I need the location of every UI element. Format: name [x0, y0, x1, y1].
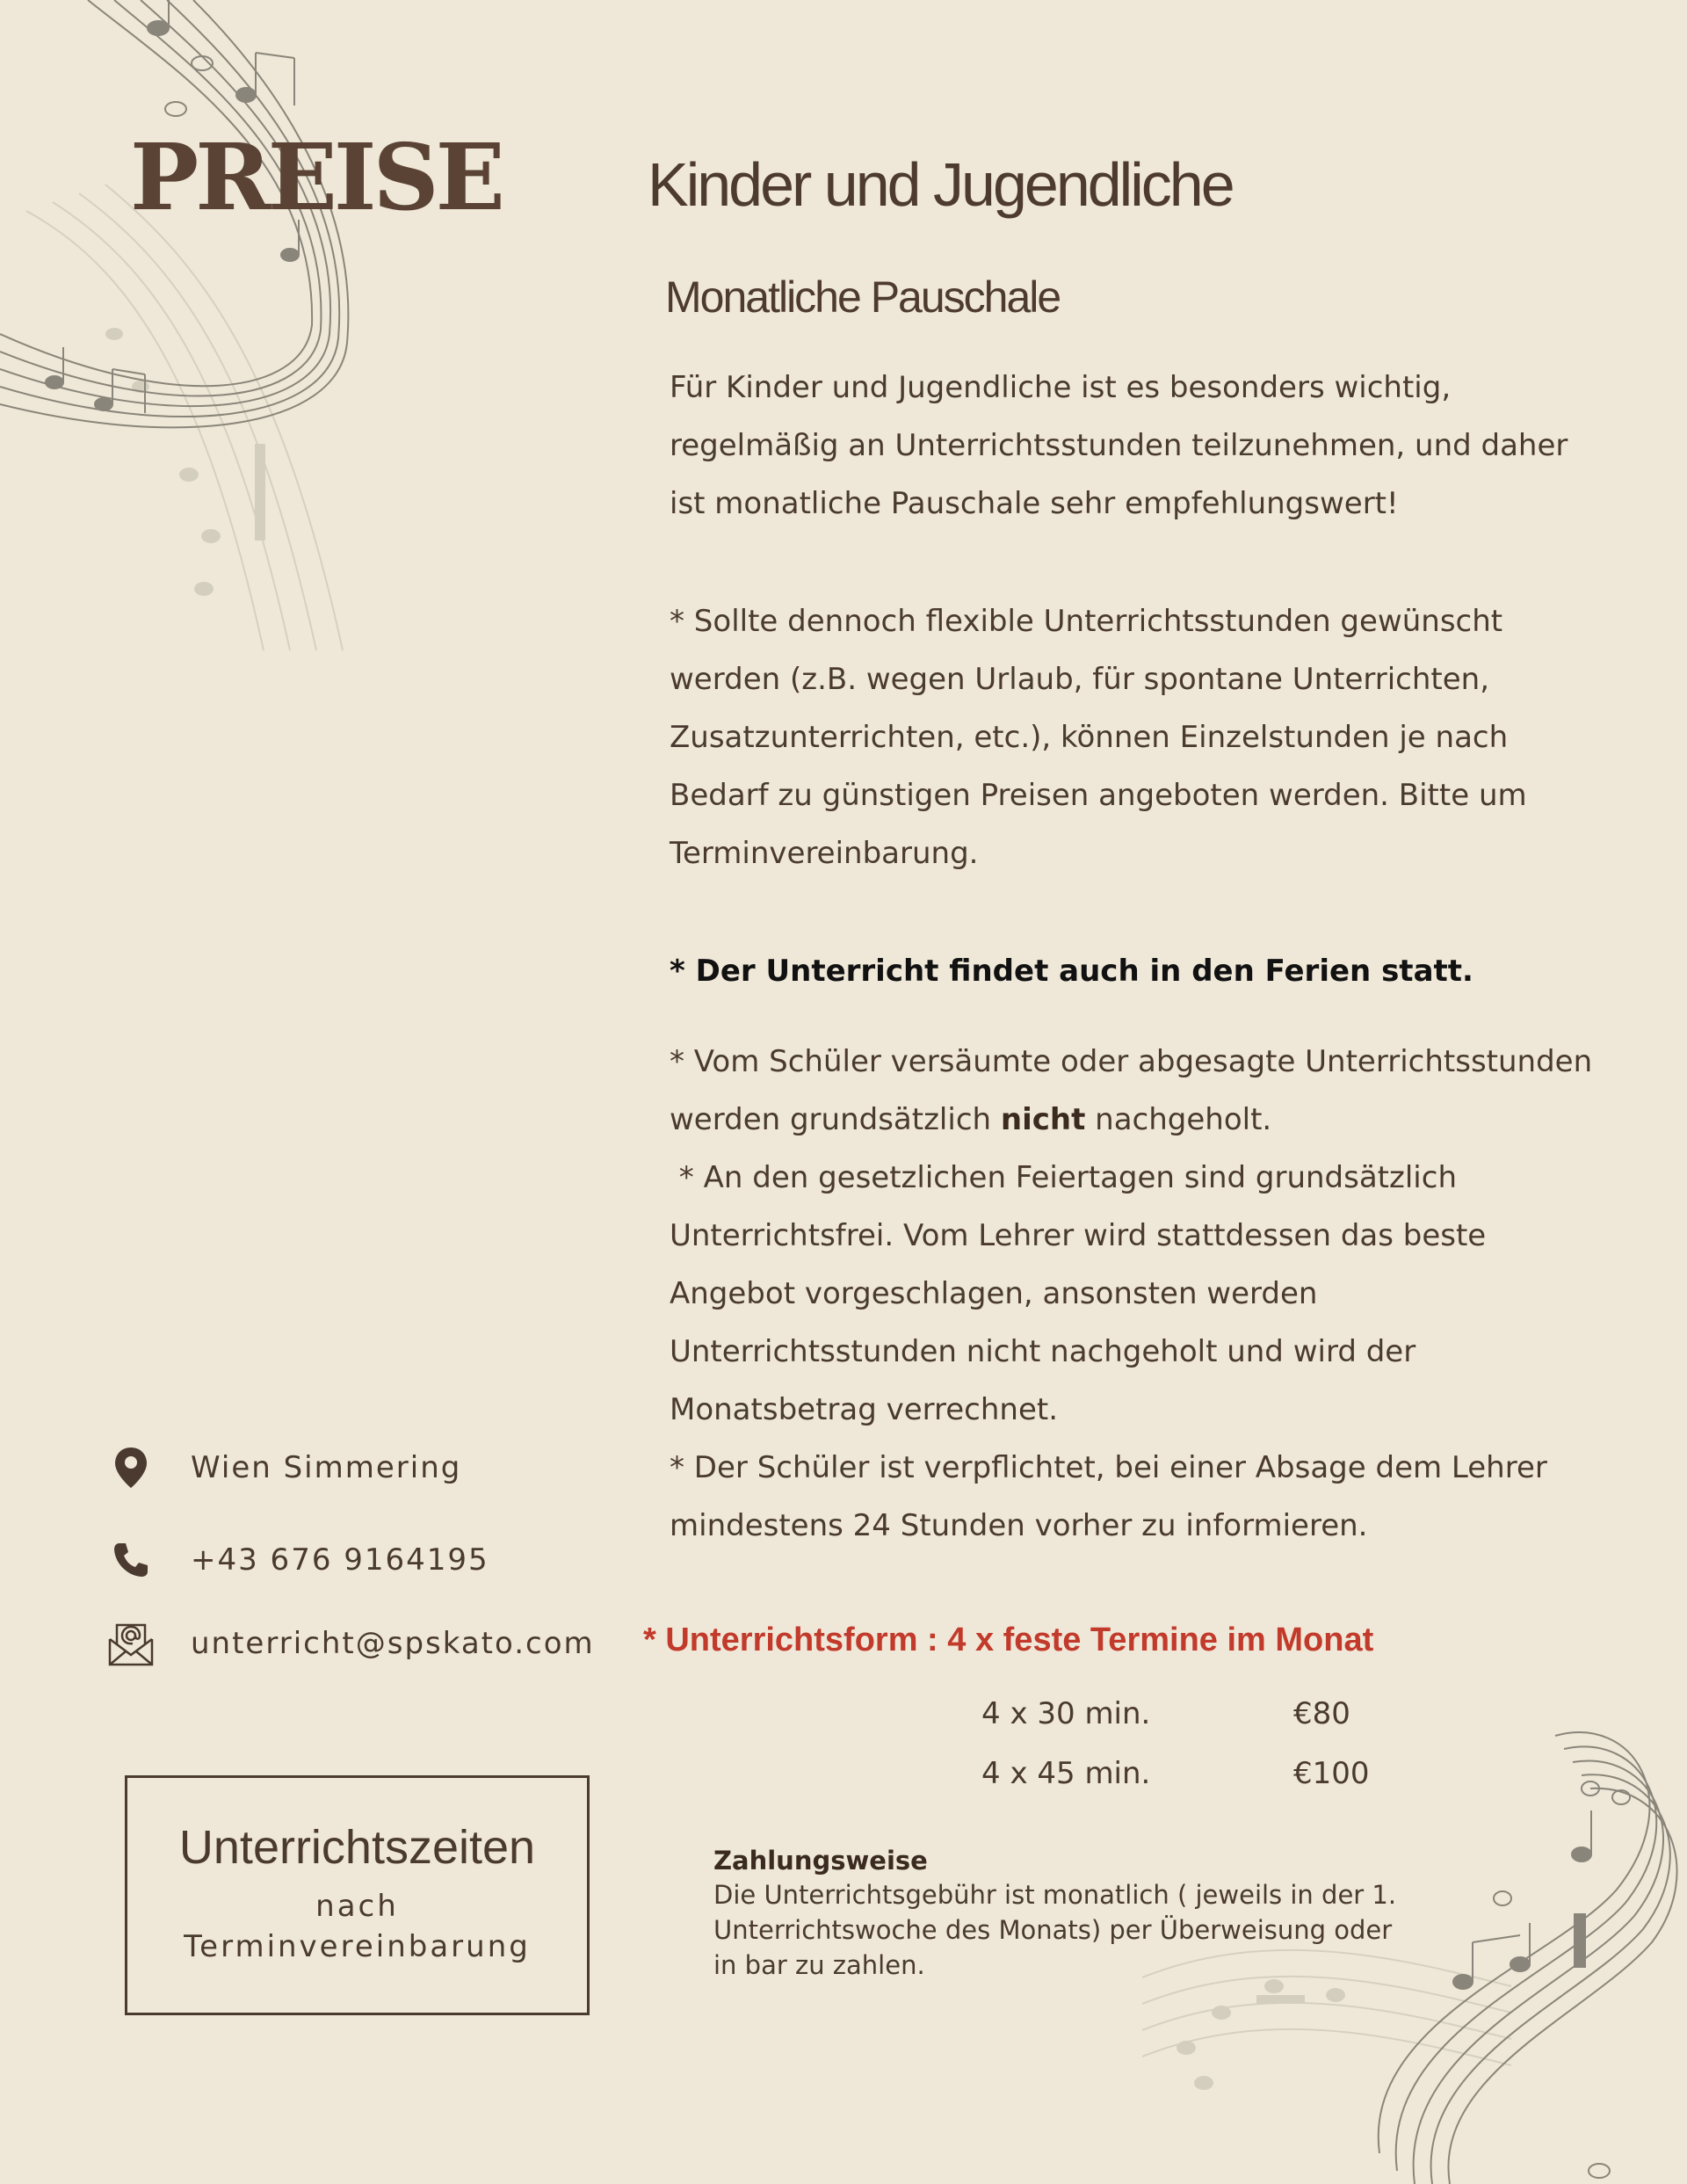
rule-line: Angebot vorgeschlagen, ansonsten werden: [670, 1276, 1318, 1311]
rule-line: * Der Schüler ist verpflichtet, bei einer Absage dem Lehrer: [670, 1450, 1547, 1485]
page-title: PREISE: [130, 123, 502, 231]
intro-paragraph: [670, 359, 1601, 533]
price-duration: 4 x 45 min.: [981, 1756, 1151, 1791]
rule-line: mindestens 24 Stunden vorher zu informieren.: [670, 1508, 1368, 1543]
rule-text: werden grundsätzlich: [670, 1102, 1001, 1137]
phone-link[interactable]: +43 676 9164195: [191, 1542, 489, 1578]
rule-line: * An den gesetzlichen Feiertagen sind grundsätzlich: [670, 1160, 1457, 1195]
rule-text: nachgeholt.: [1085, 1102, 1272, 1137]
lesson-times-box: [125, 1775, 590, 2015]
phone-icon: [105, 1535, 156, 1585]
lesson-times-line: Terminvereinbarung: [184, 1929, 531, 1965]
rule-line: Monatsbetrag verrechnet.: [670, 1392, 1059, 1427]
envelope-at-icon: [105, 1618, 156, 1669]
payment-line: Unterrichtswoche des Monats) per Überweisung oder: [713, 1915, 1393, 1945]
rule-line: * Vom Schüler versäumte oder abgesagte Unterrichtsstunden: [670, 1044, 1593, 1079]
price-amount: €80: [1293, 1696, 1350, 1731]
payment-title: Zahlungsweise: [713, 1846, 928, 1876]
lesson-times-line: nach: [315, 1889, 399, 1925]
contact-email[interactable]: [105, 1617, 595, 1670]
intro-line: regelmäßig an Unterrichtsstunden teilzunehmen, und daher: [670, 428, 1568, 463]
note-line: * Sollte dennoch flexible Unterrichtsstunden gewünscht: [670, 604, 1503, 639]
payment-section: [713, 1844, 1434, 1983]
rule-line: Unterrichtsfrei. Vom Lehrer wird stattdessen das beste: [670, 1218, 1487, 1253]
location-text: Wien Simmering: [191, 1450, 462, 1485]
lesson-form-heading: * Unterrichtsform : 4 x feste Termine im Monat: [643, 1622, 1374, 1658]
subsection-title: Monatliche Pauschale: [665, 272, 1061, 322]
rule-line: [670, 1091, 1601, 1149]
lesson-times-title: Unterrichtszeiten: [178, 1821, 536, 1874]
music-notes-decoration-top: [0, 0, 369, 677]
rule-emphasis: nicht: [1000, 1102, 1086, 1137]
cancellation-rules: [670, 1033, 1601, 1555]
price-duration: 4 x 30 min.: [981, 1696, 1151, 1731]
section-title: Kinder und Jugendliche: [648, 150, 1233, 219]
note-line: werden (z.B. wegen Urlaub, für spontane Unterrichten,: [670, 662, 1490, 697]
payment-line: in bar zu zahlen.: [713, 1950, 925, 1980]
email-link[interactable]: unterricht@spskato.com: [191, 1626, 595, 1661]
flexible-lessons-note: [670, 592, 1601, 882]
price-amount: €100: [1293, 1756, 1370, 1791]
contact-location: [105, 1441, 462, 1494]
map-pin-icon: [105, 1442, 156, 1493]
note-line: Terminvereinbarung.: [670, 836, 979, 871]
rule-line: Unterrichtsstunden nicht nachgeholt und wird der: [670, 1334, 1416, 1369]
holiday-note: * Der Unterricht findet auch in den Ferien statt.: [670, 954, 1473, 989]
intro-line: Für Kinder und Jugendliche ist es besonders wichtig,: [670, 370, 1452, 405]
payment-line: Die Unterrichtsgebühr ist monatlich ( jeweils in der 1.: [713, 1880, 1397, 1910]
note-line: Zusatzunterrichten, etc.), können Einzelstunden je nach: [670, 720, 1509, 755]
contact-phone[interactable]: [105, 1534, 489, 1586]
intro-line: ist monatliche Pauschale sehr empfehlungswert!: [670, 486, 1399, 521]
note-line: Bedarf zu günstigen Preisen angeboten werden. Bitte um: [670, 778, 1527, 813]
